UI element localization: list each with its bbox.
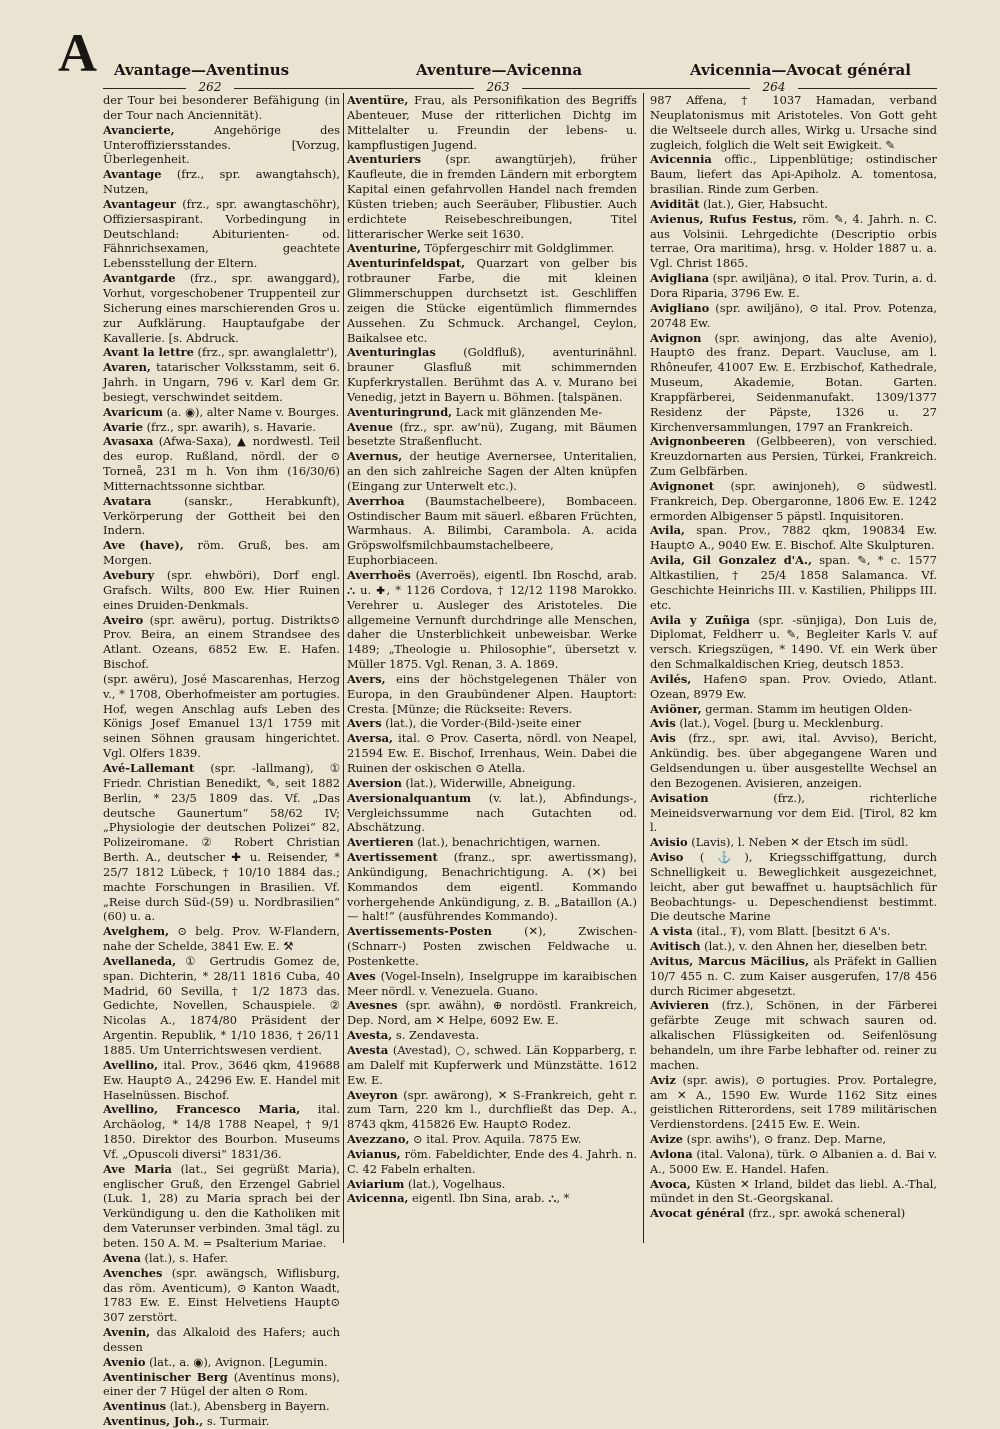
entry-text: (spr. awëru), José Mascarenhas, Herzog v., * 1708, Oberhofmeister am portugies. Hof, wegen Anschlag aufs Leben des Königs Josef Emanuel 13/1 1759 mit seinen Söhnen grausam hingerichtet. Vgl. Olfers 1839.: [103, 671, 340, 761]
dictionary-entry: [103, 1399, 340, 1414]
dictionary-entry: [103, 1251, 340, 1266]
entry-text: (Aventinus mons), einer der 7 Hügel der alten ⊙ Rom.: [103, 1369, 340, 1399]
dictionary-entry: [347, 731, 637, 776]
entry-text: (frz., spr. awarih), s. Havarie.: [146, 419, 317, 434]
entry-headword: Avertieren: [347, 835, 414, 850]
dictionary-entry: [650, 331, 937, 435]
entry-headword: Avivieren: [650, 998, 710, 1013]
entry-text: eigentl. Ibn Sina, arab. ⛬, *: [412, 1191, 570, 1206]
dictionary-entry: [650, 731, 937, 790]
entry-text: röm. ✎, 4. Jahrh. n. C. aus Volsinii. Lehrgedichte (Descriptio orbis terrae, Ora maritima), hrsg. v. Holder 1887 u. a. Vgl. Christ 1865.: [650, 211, 938, 271]
entry-headword: Avize: [650, 1132, 684, 1147]
page-number-col2: 263: [486, 80, 510, 94]
entry-text: (lat.), Abensberg in Bayern.: [169, 1399, 330, 1414]
dictionary-entry: [347, 791, 637, 836]
entry-text: (frz., spr. awoká scheneral): [748, 1206, 906, 1221]
entry-headword: Aventinus: [103, 1399, 167, 1414]
entry-text: das Alkaloid des Hafers; auch dessen: [103, 1325, 340, 1354]
entry-text: ⊙ ital. Prov. Aquila. 7875 Ew.: [413, 1132, 582, 1147]
dictionary-entry: [650, 672, 937, 702]
entry-text: german. Stamm im heutigen Olden-: [705, 701, 913, 716]
entry-text: (Lavis), l. Neben ✕ der Etsch im südl.: [691, 835, 909, 850]
header-rule: [234, 88, 474, 89]
entry-text: (spr. awëru), portug. Distrikts⊙ Prov. Beira, an einem Strandsee des Atlant. Ozeans, 6852 Ew. E. Hafen. Bischof.: [103, 612, 340, 672]
entry-headword: Avis: [650, 716, 676, 731]
entry-text: eins der höchstgelegenen Thäler von Europa, in den Graubündener Alpen. Hauptort: Cresta. [Münze; die Rückseite: Revers.: [347, 671, 637, 716]
dictionary-entry: [347, 998, 637, 1028]
entry-text: (spr. awängsch, Wiflisburg, das röm. Aventicum), ⊙ Kanton Waadt, 1783 Ew. E. Einst Helvetiens Haupt⊙ 307 zerstört.: [103, 1265, 340, 1325]
entry-text: (spr. -sünjiga), Don Luis de, Diplomat, Feldherr u. ✎, Begleiter Karls V. auf versch. Kriegszügen, * 1490. Vf. ein Werk über den Schmalkaldischen Krieg, deutsch 1853.: [650, 612, 938, 672]
header-rule: [798, 88, 937, 89]
entry-text: Lack mit glänzenden Me-: [455, 404, 603, 419]
entry-text: (lat.), v. den Ahnen her, dieselben betr.: [704, 939, 928, 954]
entry-text: röm. Fabeldichter, Ende des 4. Jahrh. n. C. 42 Fabeln erhalten.: [347, 1146, 637, 1176]
entry-text: (v. lat.), Abfindungs-, Vergleichssumme nach Gutachten od. Abschätzung.: [347, 790, 637, 835]
entry-text: (ital. Valona), türk. ⊙ Albanien a. d. Bai v. A., 5000 Ew. E. Handel. Hafen.: [650, 1146, 937, 1176]
entry-headword: Avers,: [347, 671, 386, 686]
dictionary-entry: [650, 479, 937, 524]
dictionary-entry: [650, 1073, 937, 1132]
dictionary-entry: [650, 553, 937, 612]
entry-text: (frz., spr. awangtahsch), Nutzen,: [103, 167, 340, 197]
entry-text: (✕), Zwischen-(Schnarr-) Posten zwischen Feldwache u. Postenkette.: [347, 924, 638, 968]
entry-text: der Tour bei besonderer Befähigung (in der Tour nach Anciennität).: [103, 93, 340, 122]
dictionary-entry: [650, 197, 937, 212]
entry-headword: Aviöner,: [650, 701, 702, 716]
entry-headword: Avarie: [103, 419, 143, 434]
entry-headword: Aventinischer Berg: [103, 1369, 228, 1384]
entry-text: Töpfergeschirr mit Goldglimmer.: [424, 241, 615, 256]
entry-text: röm. Gruß, bes. am Morgen.: [103, 538, 340, 568]
entry-headword: Aviso: [650, 850, 684, 865]
entry-headword: Aventuriers: [347, 152, 422, 167]
entry-text: Quarzart von gelber bis rotbrauner Farbe, die mit kleinen Glimmerschuppen durchsetzt ist. Geschliffen zeigen die Stücke eigentümlich flimmerndes Aussehen. Zu Schmuck. Archangel, Ceylon, Baikalsee etc.: [347, 256, 637, 345]
entry-headword: Avancierte,: [103, 122, 175, 137]
dictionary-entry: [650, 716, 937, 731]
dictionary-entry: [347, 1132, 637, 1147]
entry-headword: Aventinus, Joh.,: [103, 1414, 204, 1429]
dictionary-entry: [103, 672, 340, 761]
entry-text: (frz., spr. aw'nü), Zugang, mit Bäumen besetzte Straßenflucht.: [347, 419, 637, 449]
dictionary-entry: [347, 969, 637, 999]
entry-headword: Avesta: [347, 1043, 389, 1057]
dictionary-entry: [103, 494, 340, 539]
entry-headword: Aversionalquantum: [347, 790, 472, 805]
dictionary-entry: [103, 1414, 340, 1429]
dictionary-entry: [347, 449, 637, 494]
dictionary-entry: [103, 1058, 340, 1103]
entry-text: (spr. -lallmang), ① Friedr. Christian Benedikt, ✎, seit 1882 Berlin, * 23/5 1809 das. Vf. „Das deutsche Gaunertum“ 58/62 IV; „Physiologie der deutschen Polizei“ 82, Polizeiromane. ② Robert Christian Berth. A., deutscher ✚ u. Reisender, * 25/7 1812 Lübeck, † 10/10 1884 das.; machte Forschungen in Brasilien. Vf. „Reise durch Süd-(59) u. Nordbrasilien“ (60) u. a.: [103, 760, 341, 924]
header-rule: [103, 88, 186, 89]
entry-headword: Avitus, Marcus Mäcilius,: [650, 953, 809, 968]
entry-headword: Aversa,: [347, 731, 394, 746]
dictionary-entry: [347, 256, 637, 345]
dictionary-entry: [347, 93, 637, 152]
entry-text: (spr. awiljäna), ⊙ ital. Prov. Turin, a. d. Dora Riparia, 3796 Ew. E.: [650, 271, 937, 300]
dictionary-entry: [103, 761, 340, 924]
entry-headword: Avelghem,: [103, 924, 170, 939]
entry-text: der heutige Avernersee, Unteritalien, an den sich zahlreiche Sagen der Alten knüpfen (Eingang zur Unterwelt etc.).: [347, 449, 637, 493]
entry-text: (franz., spr. awertissmang), Ankündigung, Benachrichtigung. A. (✕) bei Kommandos dem eigentl. Kommando vorhergehende Ankündigung, z. B. „Bataillon (A.) — halt!“ (ausführendes Kommando).: [347, 850, 637, 924]
entry-text: tatarischer Volksstamm, seit 6. Jahrh. in Ungarn, 796 v. Karl dem Gr. besiegt, verschwindet seitdem.: [103, 360, 340, 404]
dictionary-entry: [103, 360, 340, 405]
entry-headword: Avenches: [103, 1265, 163, 1280]
entry-text: (frz., spr. awanglalettr'),: [197, 345, 338, 360]
dictionary-entry: [103, 123, 340, 168]
entry-text: offic., Lippenblütige; ostindischer Baum, liefert das Api-Apiholz. A. tomentosa, brasilian. Rinde zum Gerben.: [650, 152, 937, 197]
dictionary-entry: [103, 1102, 340, 1161]
entry-headword: Avantgarde: [103, 271, 176, 286]
dictionary-entry: [650, 613, 937, 672]
dictionary-entry: [103, 538, 340, 568]
dictionary-entry: [103, 568, 340, 613]
entry-headword: Avertissements-Posten: [347, 924, 492, 939]
entry-headword: Avebury: [103, 568, 155, 582]
entry-text: (spr. awärong), ✕ S-Frankreich, geht r. zum Tarn, 220 km l., durchfließt das Dep. A., 8743 qkm, 415826 Ew. Haupt⊙ Rodez.: [347, 1087, 637, 1132]
dictionary-entry: [103, 93, 340, 123]
entry-text: span. ✎, * c. 1577 Altkastilien, † 25/4 1858 Salamanca. Vf. Geschichte Heinrichs III. v. Kastilien, Philipps III. etc.: [650, 553, 937, 612]
dictionary-entry: [347, 405, 637, 420]
entry-text: (Vogel-Inseln), Inselgruppe im karaibischen Meer nördl. v. Venezuela. Guano.: [347, 968, 637, 998]
entry-text: (spr. awiljäno), ⊙ ital. Prov. Potenza, 20748 Ew.: [650, 300, 937, 330]
entry-text: (spr. awähn), ⊕ nordöstl. Frankreich, Dep. Nord, am ✕ Helpe, 6092 Ew. E.: [347, 998, 637, 1028]
entry-headword: Avianus,: [347, 1146, 401, 1161]
dictionary-entry: [347, 835, 637, 850]
section-letter: A: [58, 23, 97, 83]
entry-text: (sanskr., Herabkunft), Verkörperung der Gottheit bei den Indern.: [103, 493, 341, 538]
entry-headword: Avena: [103, 1250, 141, 1265]
dictionary-entry: [103, 271, 340, 345]
entry-headword: Avesta,: [347, 1028, 393, 1043]
entry-headword: Ave Maria: [103, 1161, 172, 1176]
entry-text: span. Prov., 7882 qkm, 190834 Ew. Haupt⊙ A., 9040 Ew. E. Bischof. Alte Skulpturen.: [650, 523, 937, 553]
entry-headword: Avenio: [103, 1354, 146, 1369]
entry-headword: Avellino,: [103, 1057, 159, 1072]
dictionary-entry: [347, 716, 637, 731]
entry-headword: Avigliana: [650, 271, 709, 286]
entry-headword: Aviarium: [347, 1176, 405, 1191]
entry-headword: Avitisch: [650, 939, 701, 954]
entry-text: (frz.), Schönen, in der Färberei gefärbte Zeuge mit schwach sauren od. alkalischen Flüssigkeiten od. Seifenlösung behandeln, um ihre Farbe lebhafter od. reiner zu machen.: [650, 998, 938, 1072]
entry-headword: Avicenna,: [347, 1191, 409, 1206]
entry-text: s. Turmair.: [206, 1414, 270, 1429]
entry-text: (frz., spr. awanggard), Vorhut, vorgeschobener Truppenteil zur Sicherung eines marschierenden Gros u. zur Aufklärung. Hauptaufgabe der Kavallerie. [s. Abdruck.: [103, 271, 341, 345]
dictionary-entry: [347, 672, 637, 717]
column-right: [650, 93, 937, 1243]
column-middle: [347, 93, 637, 1243]
entry-headword: Avenue: [347, 419, 394, 434]
entry-text: (Averroës), eigentl. Ibn Roschd, arab. ⛬ u. ✚, * 1126 Cordova, † 12/12 1198 Marokko. Verehrer u. Ausleger des Aristoteles. Die allgemeine Vernunft durchdringe alle Menschen, daher die Unsterblichkeit unbeweisbar. Werke 1489; „Theologie u. Philosophie“, übersetzt v. Müller 1875. Vgl. Renan, 3. A. 1869.: [347, 568, 637, 672]
dictionary-entry: [650, 523, 937, 553]
entry-headword: Avienus, Rufus Festus,: [650, 211, 798, 226]
entry-headword: Aversion: [347, 775, 402, 790]
entry-text: (spr. ehwböri), Dorf engl. Grafsch. Wilts, 800 Ew. Hier Ruinen eines Druiden-Denkmals.: [103, 568, 341, 612]
entry-headword: Avertissement: [347, 850, 438, 865]
running-head-col1: Avantage—Aventinus: [114, 61, 290, 79]
dictionary-entry: [347, 1028, 637, 1043]
entry-headword: Avellaneda,: [103, 953, 177, 968]
entry-headword: Avaren,: [103, 360, 151, 375]
dictionary-entry: [650, 212, 937, 271]
entry-headword: Aventuringlas: [347, 345, 436, 360]
entry-headword: Avocat général: [650, 1206, 745, 1221]
entry-text: (spr. awangtürjeh), früher Kaufleute, die in fremden Ländern mit erborgtem Kapital einen gefahrvollen Handel nach fremden Küsten trieben; auch Seeräuber, Flibustier. Auch erdichtete Reisebeschreibungen, Titel litterarischer Werke seit 1630.: [347, 152, 637, 241]
entry-text: ital. Archäolog, * 14/8 1788 Neapel, † 9/1 1850. Direktor des Bourbon. Museums Vf. „Opuscoli diversi“ 1831/36.: [103, 1102, 341, 1161]
entry-headword: Avilés,: [650, 671, 692, 686]
dictionary-entry: [650, 93, 937, 152]
dictionary-entry: [347, 850, 637, 924]
dictionary-entry: [650, 271, 937, 301]
entry-text: (ital., ₮), vom Blatt. [besitzt 6 A's.: [696, 924, 891, 939]
running-head-col3: Avicennia—Avocat général: [690, 61, 911, 79]
dictionary-entry: [650, 1147, 937, 1177]
dictionary-entry: [103, 420, 340, 435]
dictionary-entry: [347, 241, 637, 256]
entry-text: Küsten ✕ Irland, bildet das liebl. A.-Thal, mündet in den St.-Georgskanal.: [650, 1176, 938, 1206]
entry-text: ⊙ belg. Prov. W-Flandern, nahe der Schelde, 3841 Ew. E. ⚒: [103, 924, 341, 954]
entry-text: als Präfekt in Gallien 10/7 455 n. C. zum Kaiser ausgerufen, 17/8 456 durch Ricimer abgesetzt.: [650, 953, 938, 998]
entry-text: (spr. awis), ⊙ portugies. Prov. Portalegre, am ✕ A., 1590 Ew. Wurde 1162 Sitz eines geistlichen Ritterordens, seit 1789 militärischen Verdienstordens. [2415 Ew. E. Wein.: [650, 1072, 937, 1132]
entry-headword: Avatara: [103, 493, 152, 508]
entry-headword: Avis: [650, 731, 676, 746]
entry-text: (lat., a. ◉), Avignon. [Legumin.: [149, 1354, 328, 1369]
entry-text: (Afwa-Saxa), ▲ nordwestl. Teil des europ. Rußland, nördl. der ⊙ Torneå, 231 m h. Von ihm (16/30/6) Mitternachtssonne sichtbar.: [103, 434, 340, 493]
entry-headword: Avila, Gil Gonzalez d'A.,: [650, 553, 812, 568]
dictionary-entry: [650, 998, 937, 1072]
entry-headword: Avisation: [650, 790, 709, 805]
entry-headword: Avila,: [650, 523, 685, 538]
dictionary-entry: [650, 850, 937, 924]
entry-headword: Avila y Zuñiga: [650, 612, 750, 627]
entry-text: (frz.), richterliche Meineidsverwarnung vor dem Eid. [Tirol, 82 km l.: [650, 790, 937, 835]
column-left: [103, 93, 341, 1429]
dictionary-entry: [347, 1147, 637, 1177]
dictionary-entry: [103, 1162, 340, 1251]
dictionary-entry: [103, 197, 340, 271]
entry-headword: Aveiro: [103, 612, 144, 627]
entry-headword: Avantage: [103, 167, 162, 182]
entry-text: (⚓), Kriegsschiffgattung, durch Schnelligkeit u. Beweglichkeit ausgezeichnet, leicht, aber gut bewaffnet u. hauptsächlich für Beobachtungs- u. Depeschendienst bestimmt. Die deutsche Marine: [650, 850, 937, 924]
dictionary-entry: [650, 702, 937, 717]
dictionary-entry: [103, 434, 340, 493]
dictionary-entry: [347, 420, 637, 450]
entry-text: (lat.), Vogel. [burg u. Mecklenburg.: [679, 716, 884, 731]
entry-text: (a. ◉), alter Name v. Bourges.: [166, 404, 340, 419]
column-divider: [343, 93, 344, 1243]
entry-text: (lat., Sei gegrüßt Maria), englischer Gruß, den Erzengel Gabriel (Luk. 1, 28) zu Maria sprach bei der Verkündigung u. den die Katholiken mit dem Vaterunser verbinden. 3mal tägl. zu beten. 150 A. M. = Psalterium Mariae.: [103, 1161, 341, 1250]
dictionary-entry: [650, 924, 937, 939]
entry-headword: Avigliano: [650, 300, 710, 315]
dictionary-entry: [103, 1370, 340, 1400]
dictionary-entry: [347, 776, 637, 791]
dictionary-entry: [650, 835, 937, 850]
dictionary-entry: [347, 152, 637, 241]
entry-text: Frau, als Personifikation des Begriffs Abenteuer, Muse der ritterlichen Dichtg im Mittelalter u. Freundin der lebens- u. kampflustigen Jugend.: [347, 93, 637, 152]
entry-headword: Avantageur: [103, 196, 176, 211]
entry-text: ital. ⊙ Prov. Caserta, nördl. von Neapel, 21594 Ew. E. Bischof, Irrenhaus, Wein. Dabei die Ruinen der oskischen ⊙ Atella.: [347, 731, 638, 775]
dictionary-entry: [347, 1191, 637, 1206]
dictionary-entry: [347, 924, 637, 969]
entry-text: 987 Affena, † 1037 Hamadan, verband Neuplatonismus mit Aristoteles. Von Gott geht die Weltseele durch alles, Wirkg u. Ursache sind zugleich, folglich die Welt seit Ewigkeit. ✎: [650, 93, 937, 152]
entry-text: ital. Prov., 3646 qkm, 419688 Ew. Haupt⊙ A., 24296 Ew. E. Handel mit Haselnüssen. Bischof.: [103, 1057, 341, 1102]
entry-headword: Aves: [347, 968, 376, 983]
header-rule: [522, 88, 750, 89]
dictionary-entry: [650, 1177, 937, 1207]
entry-headword: Avellino, Francesco Maria,: [103, 1102, 301, 1117]
dictionary-entry: [103, 405, 340, 420]
dictionary-entry: [650, 939, 937, 954]
entry-text: Angehörige des Unteroffiziersstandes. [Vorzug, Überlegenheit.: [103, 122, 340, 167]
dictionary-entry: [103, 954, 340, 1058]
entry-text: (Goldfluß), aventurinähnl. brauner Glasfluß mit schimmernden Kupferkrystallen. Berühmt das A. v. Murano bei Venedig, jetzt in Bayern u. Böhmen. [talspänen.: [347, 345, 638, 404]
dictionary-entry: [103, 1325, 340, 1355]
entry-text: s. Zendavesta.: [395, 1028, 480, 1043]
entry-text: (Gelbbeeren), von verschied. Kreuzdornarten aus Persien, Türkei, Frankreich. Zum Gelbfärben.: [650, 434, 937, 479]
entry-text: (lat.), die Vorder-(Bild-)seite einer: [385, 716, 581, 731]
dictionary-entry: [650, 152, 937, 197]
entry-text: (lat.), benachrichtigen, warnen.: [417, 835, 601, 850]
entry-headword: Aventüre,: [347, 93, 409, 107]
dictionary-entry: [347, 1043, 637, 1088]
entry-headword: A vista: [650, 924, 693, 939]
running-head-col2: Aventure—Avicenna: [416, 61, 583, 79]
entry-text: (lat.), Widerwille, Abneigung.: [405, 775, 576, 790]
column-divider: [643, 93, 644, 1243]
entry-text: Hafen⊙ span. Prov. Oviedo, Atlant. Ozean, 8979 Ew.: [650, 671, 937, 701]
entry-text: (spr. awihs'), ⊙ franz. Dep. Marne,: [686, 1132, 887, 1147]
entry-text: ① Gertrudis Gomez de, span. Dichterin, * 28/11 1816 Cuba, 40 Madrid, 60 Sevilla, † 1/2 1873 das. Gedichte, Novellen, Schauspiele. ② Nicolas A., 1874/80 Präsident der Argentin. Republik, * 1/10 1836, † 26/11 1885. Um Unterrichtswesen verdient.: [103, 953, 341, 1057]
entry-text: (spr. awinjoneh), ⊙ südwestl. Frankreich, Dep. Obergaronne, 1806 Ew. E. 1242 ermorden Albigenser 5 päpstl. Inquisitoren.: [650, 478, 937, 523]
dictionary-entry: [650, 1206, 937, 1221]
dictionary-entry: [347, 494, 637, 568]
entry-text: (lat.), Vogelhaus.: [408, 1176, 506, 1191]
entry-headword: Aviz: [650, 1072, 676, 1087]
entry-headword: Avignonet: [650, 478, 714, 493]
entry-headword: Averrhoa: [347, 493, 405, 508]
entry-headword: Aventuringrund,: [347, 404, 453, 419]
entry-headword: Avlona: [650, 1146, 693, 1161]
page-number-col3: 264: [762, 80, 786, 94]
dictionary-entry: [103, 345, 340, 360]
dictionary-entry: [650, 1132, 937, 1147]
dictionary-entry: [103, 167, 340, 197]
entry-headword: Avicennia: [650, 152, 712, 167]
entry-text: (Baumstachelbeere), Bombaceen. Ostindischer Baum mit säuerl. eßbaren Früchten, Warmhaus. A. Bilimbi, Carambola. A. acida Gröpswolfsmilchbaumstachelbeere, Euphorbiaceen.: [347, 493, 637, 568]
dictionary-entry: [650, 301, 937, 331]
dictionary-entry: [103, 1355, 340, 1370]
entry-headword: Avoca,: [650, 1176, 691, 1191]
entry-headword: Avenin,: [103, 1325, 151, 1340]
entry-headword: Avaricum: [103, 404, 163, 419]
entry-text: (lat.), Gier, Habsucht.: [703, 196, 828, 211]
entry-headword: Avignonbeeren: [650, 434, 746, 449]
entry-headword: Averrhoës: [347, 568, 411, 582]
entry-text: (frz., spr. awangtaschöhr), Offiziersaspirant. Vorbedingung in Deutschland: Abiturienten- od. Fähnrichsexamen, geachtete Lebensstellung der Eltern.: [103, 196, 340, 271]
dictionary-entry: [650, 791, 937, 836]
entry-headword: Avasaxa: [103, 434, 154, 449]
entry-headword: Avisio: [650, 835, 688, 850]
dictionary-entry: [347, 568, 637, 672]
dictionary-entry: [103, 613, 340, 672]
dictionary-entry: [103, 924, 340, 954]
entry-headword: Ave (have),: [103, 538, 184, 553]
entry-headword: Aveyron: [347, 1087, 398, 1102]
dictionary-entry: [347, 1177, 637, 1192]
entry-headword: Avezzano,: [347, 1132, 410, 1147]
dictionary-entry: [650, 954, 937, 999]
entry-headword: Avidität: [650, 196, 700, 211]
dictionary-entry: [347, 1088, 637, 1133]
dictionary-entry: [103, 1266, 340, 1325]
entry-text: (spr. awinjong, das alte Avenio), Haupt⊙ des franz. Depart. Vaucluse, am l. Rhôneufer, 41007 Ew. E. Erzbischof, Kathedrale, Museum, Akademie, Botan. Garten. Krappfärberei, Seidenmanufakt. 1309/1377 Residenz der Päpste, 1326 u. 27 Kirchenversammlungen, 1797 an Frankreich.: [650, 330, 937, 434]
entry-headword: Aventurinfeldspat,: [347, 256, 466, 271]
entry-headword: Aventurine,: [347, 241, 421, 256]
entry-headword: Avant la lettre: [103, 345, 194, 360]
entry-headword: Avernus,: [347, 449, 403, 464]
entry-headword: Avesnes: [347, 998, 398, 1013]
page-number-col1: 262: [198, 80, 222, 94]
entry-headword: Avers: [347, 716, 382, 731]
entry-text: (lat.), s. Hafer.: [144, 1250, 228, 1265]
entry-text: (Avestad), ○, schwed. Län Kopparberg, r. am Dalelf mit Kupferwerk und Münzstätte. 1612 Ew. E.: [347, 1043, 638, 1087]
dictionary-entry: [650, 434, 937, 479]
entry-headword: Avignon: [650, 330, 702, 345]
entry-headword: Avé-Lallemant: [103, 760, 195, 775]
entry-text: (frz., spr. awi, ital. Avviso), Bericht, Ankündig. bes. über abgegangene Waren und Geldsendungen u. über ausgestellte Wechsel an den Bezogenen. Avisieren, anzeigen.: [650, 731, 937, 790]
dictionary-entry: [347, 345, 637, 404]
